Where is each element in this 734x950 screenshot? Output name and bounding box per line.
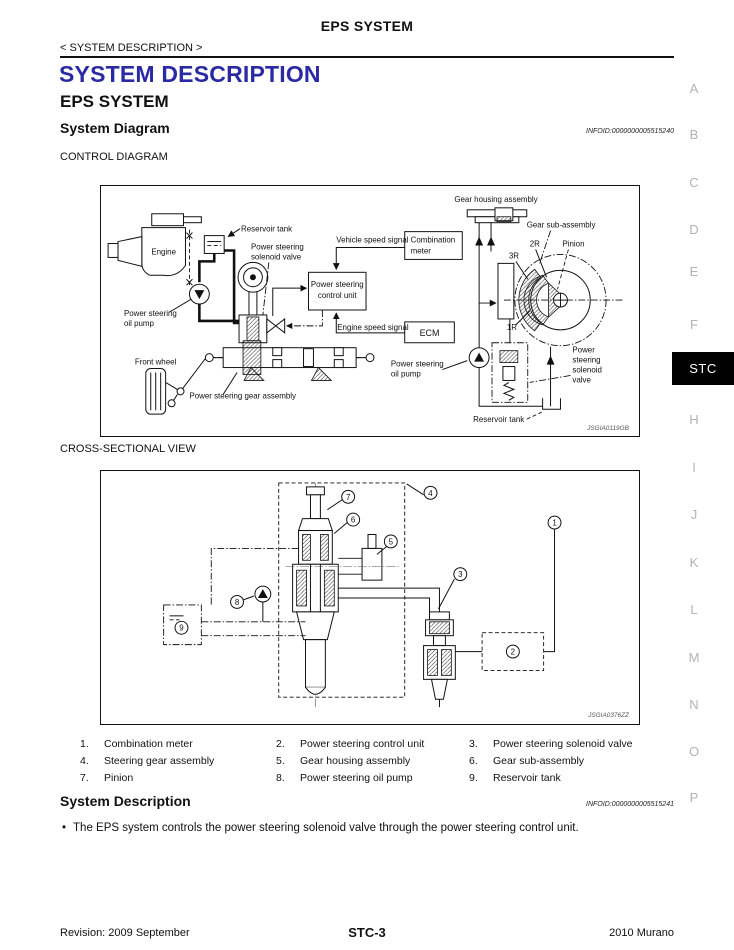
cross-section-figure <box>100 470 640 725</box>
callout-3 <box>438 568 466 609</box>
svg-text:7: 7 <box>345 492 351 502</box>
svg-text:oil pump: oil pump <box>390 369 421 379</box>
svg-text:control unit: control unit <box>317 291 357 301</box>
callout-6 <box>334 513 359 533</box>
svg-text:Combination: Combination <box>410 235 456 245</box>
bullet-marker: • <box>62 822 67 834</box>
svg-text:2: 2 <box>510 647 516 657</box>
section-tab-m: M <box>688 650 700 665</box>
legend-item: 1. Combination meter <box>80 738 193 750</box>
svg-text:oil pump: oil pump <box>123 318 154 328</box>
description-bullet <box>62 822 674 834</box>
svg-text:steering: steering <box>572 355 601 365</box>
svg-text:solenoid: solenoid <box>572 365 602 375</box>
label-pinion: Pinion <box>562 239 585 249</box>
header-rule <box>60 56 674 58</box>
gear-assembly-label <box>189 373 296 401</box>
section-tab-stc-active: STC <box>672 352 734 385</box>
label-2r: 2R <box>529 239 540 249</box>
solenoid-valve-right-label <box>530 346 602 385</box>
label-front-wheel: Front wheel <box>134 357 177 367</box>
oil-pump-right-icon <box>469 348 489 368</box>
svg-text:Power steering: Power steering <box>123 308 177 318</box>
svg-text:Power steering: Power steering <box>310 280 364 290</box>
svg-text:solenoid valve: solenoid valve <box>250 252 302 262</box>
legend-item: 7. Pinion <box>80 772 134 784</box>
svg-text:Reservoir tank: Reservoir tank <box>241 224 293 234</box>
watermark-control: JSGIA0119GB <box>587 425 629 433</box>
subsection-title: EPS SYSTEM <box>60 92 169 111</box>
legend-item: 3. Power steering solenoid valve <box>469 738 633 750</box>
label-3r: 3R <box>508 251 520 261</box>
svg-text:5: 5 <box>388 537 394 547</box>
svg-text:4: 4 <box>428 488 433 498</box>
section-tab-f: F <box>690 317 698 332</box>
section-tab-b: B <box>689 127 699 142</box>
steering-gear-cross-section <box>293 487 339 694</box>
label-engine-speed-signal: Engine speed signal <box>337 322 409 332</box>
infoid-system-diagram: INFOID:0000000005515240 <box>586 128 674 135</box>
callout-5 <box>377 535 397 554</box>
control-diagram-figure <box>100 185 640 437</box>
section-tab-l: L <box>690 602 698 617</box>
reservoir-tank-top-icon <box>204 236 224 254</box>
solenoid-valve-icon <box>239 315 285 343</box>
watermark-cross: JSGIA0376ZZ <box>588 712 629 720</box>
section-tab-p: P <box>689 790 699 805</box>
control-diagram-drawing <box>101 186 639 436</box>
callout-9 <box>175 621 188 634</box>
svg-text:ECM: ECM <box>419 327 440 338</box>
section-tab-n: N <box>689 697 699 712</box>
oil-pump-left-label <box>124 299 191 328</box>
svg-text:6: 6 <box>350 515 356 525</box>
system-description-heading-row <box>60 793 674 809</box>
breadcrumb: < SYSTEM DESCRIPTION > <box>60 42 203 54</box>
label-engine: Engine <box>151 247 176 257</box>
section-tab-c: C <box>689 175 699 190</box>
legend-item: 8. Power steering oil pump <box>276 772 413 784</box>
svg-text:meter: meter <box>410 246 431 256</box>
combination-meter-box <box>405 232 463 260</box>
section-tab-d: D <box>689 222 699 237</box>
belt-drive-icon <box>186 230 192 286</box>
legend-item: 9. Reservoir tank <box>469 772 561 784</box>
svg-text:Power steering gear assembly: Power steering gear assembly <box>189 391 297 401</box>
bevel-gear-labels <box>507 221 596 332</box>
steering-gear-assembly-icon <box>205 341 374 381</box>
front-wheel-icon <box>135 358 205 415</box>
footer-model: 2010 Murano <box>609 927 674 939</box>
label-reservoir-bottom: Reservoir tank <box>473 415 525 425</box>
engine-icon <box>108 214 201 276</box>
infoid-system-description: INFOID:0000000005515241 <box>586 801 674 808</box>
svg-text:Power steering: Power steering <box>390 359 444 369</box>
section-title: SYSTEM DESCRIPTION <box>59 61 321 87</box>
reservoir-tank-bottom-icon <box>473 398 560 424</box>
svg-text:1: 1 <box>552 518 557 528</box>
section-tab-o: O <box>688 744 700 759</box>
section-tab-k: K <box>689 555 699 570</box>
figure-legend <box>80 738 642 784</box>
control-unit-section-box <box>455 529 554 671</box>
ecm-box <box>405 322 455 343</box>
section-tab-i: I <box>692 460 696 475</box>
system-diagram-heading-row <box>60 120 674 136</box>
page-header-title: EPS SYSTEM <box>320 18 414 34</box>
section-tab-h: H <box>689 412 699 427</box>
svg-text:valve: valve <box>572 375 591 385</box>
section-tab-j: J <box>690 507 698 522</box>
legend-item: 2. Power steering control unit <box>276 738 425 750</box>
label-gear-housing: Gear housing assembly <box>454 194 538 204</box>
section-tab-e: E <box>689 264 699 279</box>
oil-pump-section-icon <box>255 586 271 622</box>
legend-item: 4. Steering gear assembly <box>80 755 215 767</box>
section-tab-a: A <box>689 81 699 96</box>
callout-8 <box>231 596 254 609</box>
label-gear-sub: Gear sub-assembly <box>526 220 596 230</box>
legend-item: 6. Gear sub-assembly <box>469 755 585 767</box>
legend-item: 5. Gear housing assembly <box>276 755 411 767</box>
cross-section-drawing <box>101 471 639 724</box>
svg-text:Power steering: Power steering <box>250 242 304 252</box>
callout-7 <box>327 490 354 509</box>
footer-page-code: STC-3 <box>348 925 386 940</box>
svg-text:Power: Power <box>572 345 595 355</box>
label-vehicle-speed-signal: Vehicle speed signal <box>336 235 409 245</box>
bevel-gear-icon <box>498 254 623 345</box>
system-description-heading: System Description <box>60 793 191 809</box>
control-unit-box <box>308 272 366 310</box>
label-1r: 1R <box>506 322 518 332</box>
callout-4 <box>407 484 437 499</box>
oil-pump-left-icon <box>189 284 209 304</box>
control-diagram-label: CONTROL DIAGRAM <box>60 151 168 163</box>
callout-2 <box>506 645 519 658</box>
oil-pump-right-label <box>391 360 467 379</box>
cross-section-label: CROSS-SECTIONAL VIEW <box>60 443 196 455</box>
bullet-text: The EPS system controls the power steering solenoid valve through the power steering control unit. <box>73 822 579 834</box>
svg-text:3: 3 <box>458 570 463 580</box>
system-diagram-heading: System Diagram <box>60 120 170 136</box>
reservoir-tank-top-label <box>228 225 292 237</box>
gear-housing-icon <box>454 195 537 223</box>
svg-text:9: 9 <box>179 623 184 633</box>
footer-revision: Revision: 2009 September <box>60 927 190 939</box>
callout-1 <box>548 516 561 529</box>
solenoid-valve-right-icon <box>492 343 528 403</box>
svg-text:8: 8 <box>234 597 240 607</box>
solenoid-valve-section <box>424 612 456 707</box>
